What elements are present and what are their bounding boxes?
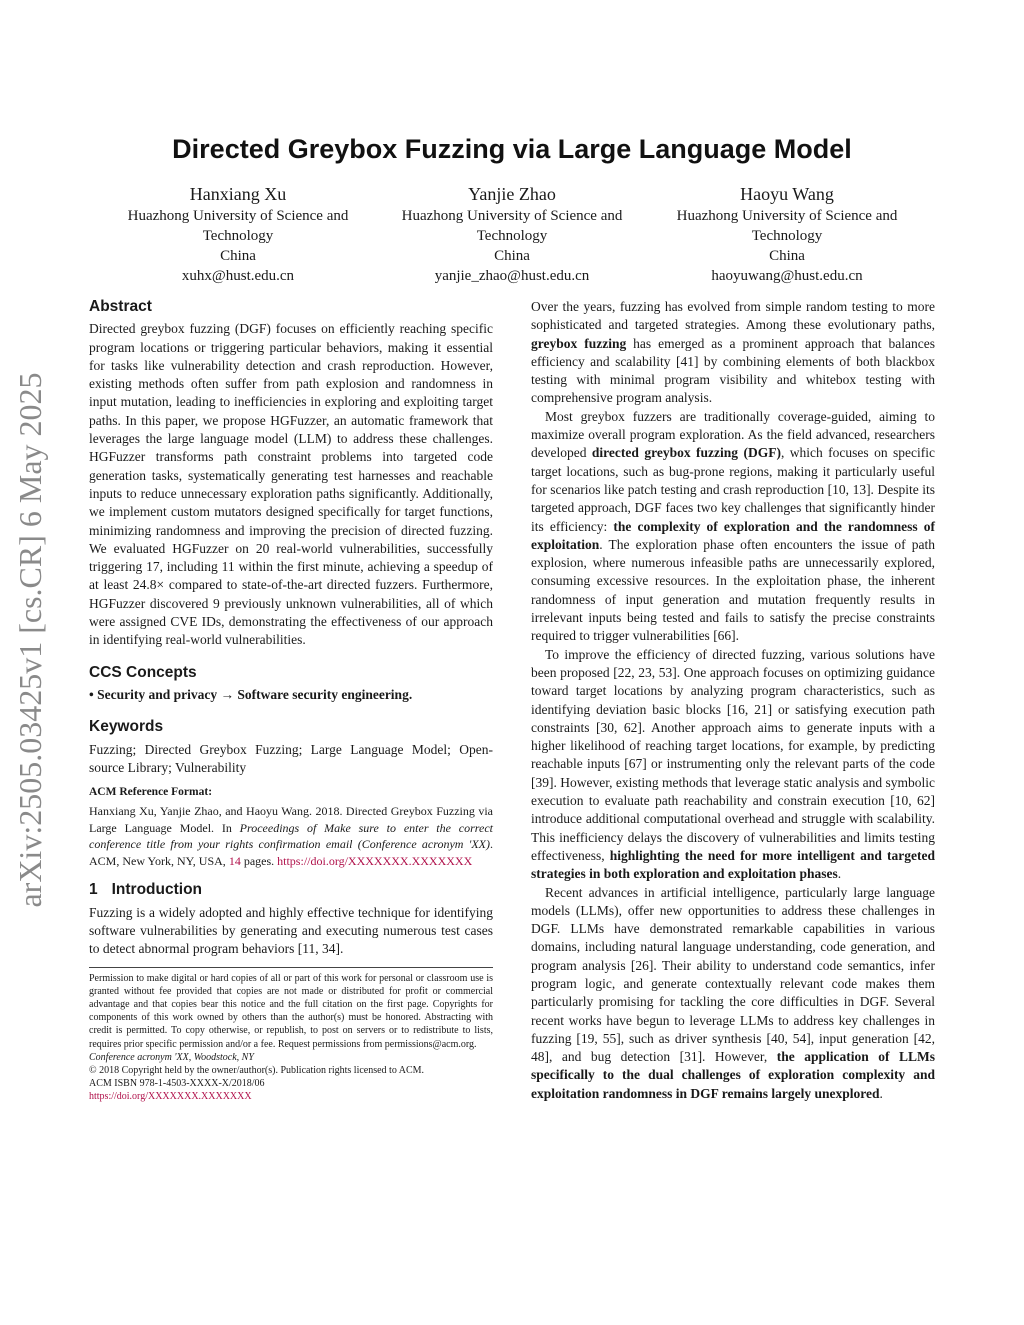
footnote-doi-link[interactable]: https://doi.org/XXXXXXX.XXXXXXX	[89, 1091, 252, 1103]
left-column	[89, 298, 493, 1104]
footnote-divider	[89, 967, 493, 968]
acm-reference-pages-label: pages.	[240, 853, 278, 868]
author-country: China	[220, 248, 256, 264]
intro-paragraph: Over the years, fuzzing has evolved from simple random testing to more sophisticated and targeted strategies. Among these evolutionary paths, greybox fuzzing has emerged as a prominent approach that balances efficiency and scalability [41] by combining elements of both blackbox testing with minimal program visibility and whitebox testing with comprehensive program analysis.	[531, 299, 935, 406]
permission-notice: Permission to make digital or hard copies of all or part of this work for personal or classroom use is granted without fee provided that copies are not made or distributed for profit or commercial advantage and that copies bear this notice and the full citation on the first page. Copyrights for components of this work owned by others than the author(s) must be honored. Abstracting with credit is permitted. To copy otherwise, or republish, to post on servers or to redistribute to lists, requires prior specific permission and/or a fee. Request permissions from permissions@acm.org.	[89, 972, 493, 1050]
section-number: 1	[89, 881, 98, 899]
author-name: Yanjie Zhao	[468, 184, 556, 204]
author-affiliation: Technology	[476, 228, 548, 244]
author-name: Hanxiang Xu	[189, 184, 287, 204]
acm-reference-doi-link[interactable]: https://doi.org/XXXXXXX.XXXXXXX	[277, 853, 473, 868]
author-country: China	[494, 248, 530, 264]
emphasis: highlighting the need for more intelligent and targeted strategies in both exploration and exploitation phases	[531, 847, 936, 882]
author-email: haoyuwang@hust.edu.cn	[711, 268, 863, 284]
author-email: xuhx@hust.edu.cn	[181, 268, 295, 284]
ccs-heading: CCS Concepts	[89, 663, 197, 681]
intro-paragraph: Most greybox fuzzers are traditionally coverage-guided, aiming to maximize overall program exploration. As the field advanced, researchers developed directed greybox fuzzing (DGF), which focuses on specific target locations, such as bug-prone regions, making it particularly useful for scenarios like patch testing and crash reproduction [10, 13]. Despite its targeted approach, DGF faces two key challenges that significantly hinder its efficiency: the complexity of exploration and the randomness of exploitation. The exploration phase often encounters the issue of path explosion, where numerous infeasible paths are unnecessarily explored, consuming excessive resources. In the exploitation phase, the inherent randomness of input generation and mutation frequently results in irrelevant inputs being tested and fails to satisfy the precise constraints required to trigger vulnerabilities [66].	[531, 408, 935, 644]
emphasis: the application of LLMs specifically to the dual challenges of exploration complexity and exploitation randomness in DGF remains largely unexplored	[531, 1049, 935, 1101]
ccs-concepts: • Security and privacy → Software security engineering.	[89, 686, 413, 702]
acm-reference-authors: Hanxiang Xu, Yanjie Zhao, and Haoyu Wang. 2018. Directed Greybox Fuzzing via Large Language Model. In	[89, 804, 493, 835]
introduction-heading	[89, 881, 493, 899]
section-title: Introduction	[111, 881, 203, 899]
emphasis: the complexity of exploration and the randomness of exploitation	[531, 518, 935, 552]
footnote	[89, 972, 493, 1104]
keywords-text: Fuzzing; Directed Greybox Fuzzing; Large Language Model; Open-source Library; Vulnerability	[89, 741, 493, 775]
abstract-text: Directed greybox fuzzing (DGF) focuses on efficiently reaching specific program locations or triggering particular behaviors, making it essential for tasks like vulnerability detection and crash reproduction. However, existing methods often suffer from path explosion and randomness in input mutation, leading to inefficiencies in exploring and exploiting target paths. In this paper, we propose HGFuzzer, an automatic framework that leverages the large language model (LLM) to address these challenges. HGFuzzer transforms path constraint problems into targeted code generation tasks, systematically generating test harnesses and reachable inputs to reduce unnecessary exploration paths significantly. Additionally, we implement custom mutators designed specifically for target functions, minimizing randomness and improving the precision of directed fuzzing. We evaluated HGFuzzer on 20 real-world vulnerabilities, successfully triggering 17, including 11 within the first minute, achieving a speedup of at least 24.8× compared to state-of-the-art directed fuzzers. Furthermore, HGFuzzer discovered 9 previously unknown vulnerabilities, all of which were assigned CVE IDs, demonstrating the effectiveness of our approach in identifying real-world vulnerabilities.	[89, 321, 493, 648]
acm-isbn: ACM ISBN 978-1-4503-XXXX-X/2018/06	[89, 1078, 265, 1090]
author-name: Haoyu Wang	[740, 184, 834, 204]
paper-title: Directed Greybox Fuzzing via Large Language Model	[172, 134, 852, 164]
conference-info: Conference acronym 'XX, Woodstock, NY	[89, 1051, 254, 1063]
acm-reference-text	[89, 803, 493, 869]
author-affiliation: Huazhong University of Science and	[401, 208, 623, 224]
abstract-heading: Abstract	[89, 298, 152, 315]
acm-reference-pages[interactable]: 14	[228, 853, 241, 868]
acm-reference-publisher: . ACM, New York, NY, USA,	[89, 837, 493, 868]
intro-paragraph: To improve the efficiency of directed fuzzing, various solutions have been proposed [22, 23, 53]. One approach focuses on optimizing guidance toward target locations by analyzing program characteristics, such as identifying deviation basic blocks [16, 21] or satisfying execution path constraints [30, 62]. Another approach aims to generate inputs with a higher likelihood of reaching target locations, for example, by predicting reachable inputs [67] or instrumenting only the relevant parts of the code [39]. However, existing methods that leverage static analysis and symbolic execution to evaluate path reachability and constrain execution [10, 62] introduce additional computational overhead and struggle with scalability. This inefficiency delays the discovery of vulnerabilities and limits testing effectiveness, highlighting the need for more intelligent and targeted strategies in both exploration and exploitation phases.	[531, 646, 936, 882]
right-column	[531, 298, 935, 1103]
author-block	[103, 183, 373, 286]
emphasis: directed greybox fuzzing (DGF)	[591, 445, 781, 461]
acm-reference-venue: Proceedings of Make sure to enter the correct conference title from your rights confirmation email (Conference acronym 'XX)	[89, 820, 493, 852]
author-affiliation: Technology	[202, 228, 274, 244]
author-affiliation: Technology	[751, 228, 823, 244]
emphasis: greybox fuzzing	[531, 335, 627, 351]
author-email: yanjie_zhao@hust.edu.cn	[434, 268, 590, 284]
arxiv-identifier: arXiv:2505.03425v1 [cs.CR] 6 May 2025	[12, 372, 48, 908]
introduction-paragraph: Fuzzing is a widely adopted and highly effective technique for identifying software vulnerabilities by generating and executing numerous test cases to detect abnormal program behaviors [11, 34].	[89, 904, 493, 957]
author-affiliation: Huazhong University of Science and	[127, 208, 349, 224]
author-block	[377, 183, 647, 286]
copyright-notice: © 2018 Copyright held by the owner/author(s). Publication rights licensed to ACM.	[89, 1065, 425, 1077]
author-affiliation: Huazhong University of Science and	[676, 208, 898, 224]
author-block	[652, 183, 922, 286]
author-country: China	[769, 248, 805, 264]
keywords-heading: Keywords	[89, 718, 164, 736]
acm-reference-heading: ACM Reference Format:	[89, 786, 213, 799]
intro-paragraph: Recent advances in artificial intelligence, particularly large language models (LLMs), offer new opportunities to address these challenges in DGF. LLMs have demonstrated remarkable capabilities in various domains, including natural language understanding, code generation, and program analysis [26]. Their ability to understand code semantics, infer program logic, and generate contextually relevant code makes them particularly promising for tackling the core difficulties in DGF. Several recent works have begun to leverage LLMs to address key challenges in fuzzing [19, 55], such as driver synthesis [40, 54], input generation [42, 48], and bug detection [31]. However, the application of LLMs specifically to the dual challenges of exploration complexity and exploitation randomness in DGF remains largely unexplored.	[531, 884, 935, 1101]
